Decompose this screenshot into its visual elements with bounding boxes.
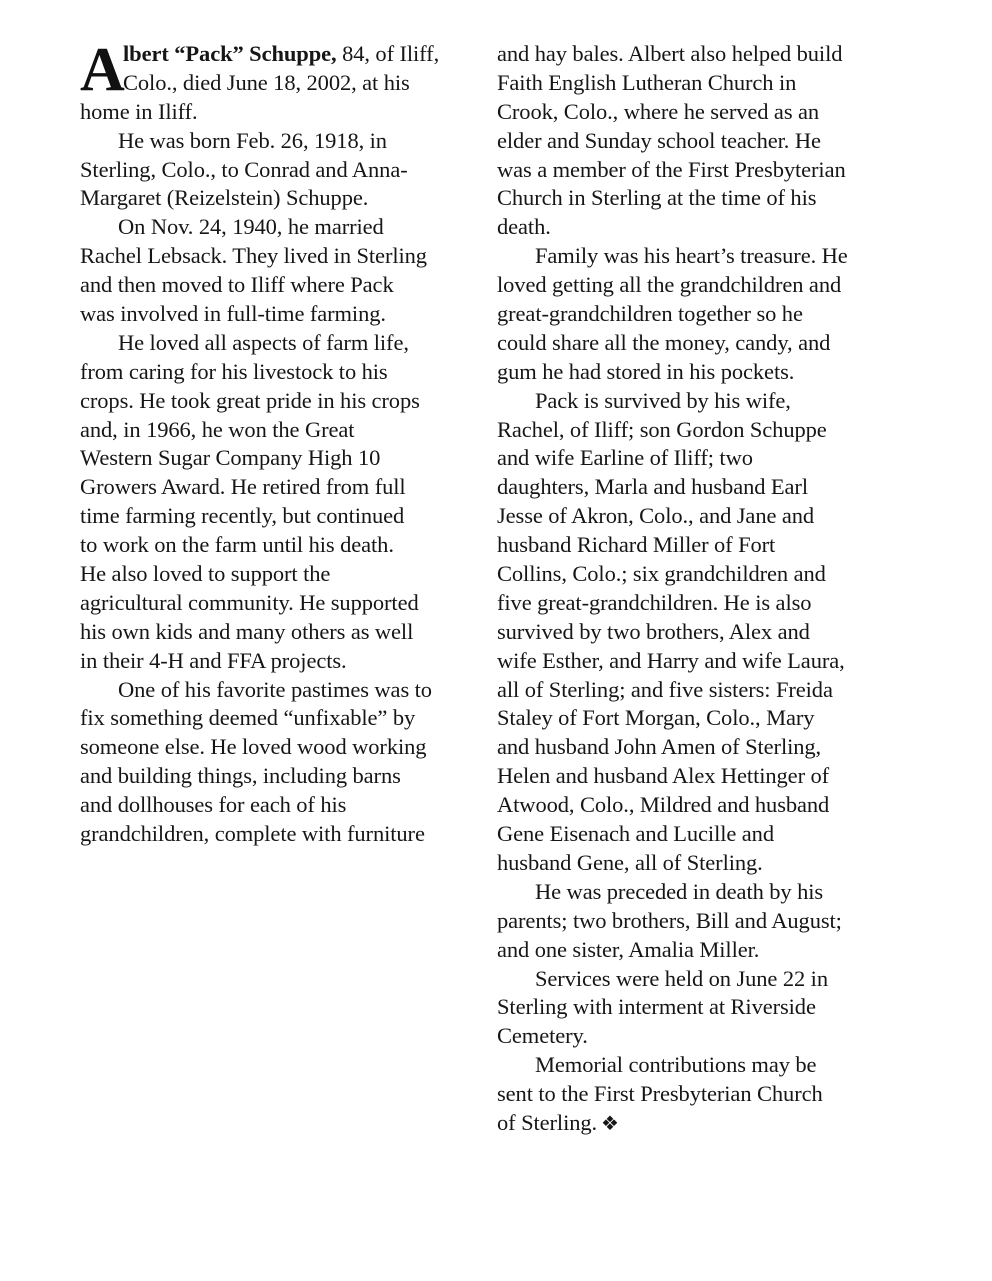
- line-text: grandchildren, complete with furniture: [80, 821, 425, 847]
- line-text: Services were held on June 22 in: [535, 965, 828, 991]
- text-line: [80, 502, 480, 531]
- line-text: Jesse of Akron, Colo., and Jane and: [497, 503, 815, 529]
- line-text: home in Iliff.: [80, 98, 198, 124]
- text-line: [497, 473, 897, 502]
- line-text: He loved all aspects of farm life,: [118, 329, 409, 355]
- text-line: [497, 300, 897, 329]
- lead-line: [80, 40, 480, 69]
- text-line: [497, 704, 897, 733]
- text-line: [497, 416, 897, 445]
- text-line: [80, 358, 480, 387]
- line-text: was a member of the First Presbyterian: [497, 156, 846, 182]
- line-text: On Nov. 24, 1940, he married: [118, 214, 384, 240]
- line-text: Colo., died June 18, 2002, at his: [123, 69, 410, 95]
- text-line: [497, 618, 897, 647]
- line-text: Pack is survived by his wife,: [535, 387, 791, 413]
- right-column-lines: [497, 40, 897, 1138]
- line-text: and one sister, Amalia Miller.: [497, 936, 760, 962]
- text-line: [497, 733, 897, 762]
- lead-line-rest: 84, of Iliff,: [336, 41, 440, 66]
- text-line: [497, 820, 897, 849]
- text-line: [497, 676, 897, 705]
- text-line: [497, 762, 897, 791]
- text-line: [497, 849, 897, 878]
- text-line: [497, 502, 897, 531]
- text-line: [497, 358, 897, 387]
- text-line: [497, 531, 897, 560]
- text-line: [80, 300, 480, 329]
- line-text: Growers Award. He retired from full: [80, 474, 406, 500]
- line-text: and dollhouses for each of his: [80, 792, 347, 818]
- line-text: survived by two brothers, Alex and: [497, 618, 810, 644]
- text-line: [497, 1022, 897, 1051]
- text-line: [80, 676, 480, 705]
- line-text: from caring for his livestock to his: [80, 358, 388, 384]
- text-line: [497, 213, 897, 242]
- line-text: Atwood, Colo., Mildred and husband: [497, 792, 830, 818]
- line-text: and, in 1966, he won the Great: [80, 416, 355, 442]
- line-text: his own kids and many others as well: [80, 618, 414, 644]
- line-text: One of his favorite pastimes was to: [118, 676, 432, 702]
- line-text: and hay bales. Albert also helped build: [497, 41, 843, 66]
- text-line: [80, 473, 480, 502]
- text-line: [80, 762, 480, 791]
- text-line: [497, 965, 897, 994]
- line-text: elder and Sunday school teacher. He: [497, 127, 821, 153]
- line-text: Church in Sterling at the time of his: [497, 185, 817, 211]
- line-text: Memorial contributions may be: [535, 1052, 817, 1078]
- line-text: gum he had stored in his pockets.: [497, 358, 795, 384]
- text-line: [80, 387, 480, 416]
- text-line: [497, 329, 897, 358]
- text-line: [497, 993, 897, 1022]
- line-text: He was born Feb. 26, 1918, in: [118, 127, 387, 153]
- text-line: [497, 1080, 897, 1109]
- line-text: five great-grandchildren. He is also: [497, 589, 812, 615]
- line-text: Staley of Fort Morgan, Colo., Mary: [497, 705, 815, 731]
- drop-cap: A: [80, 36, 125, 104]
- left-column-lines: [80, 69, 480, 849]
- line-text: crops. He took great pride in his crops: [80, 387, 420, 413]
- line-text: to work on the farm until his death.: [80, 532, 394, 558]
- text-line: [80, 329, 480, 358]
- line-text: was involved in full-time farming.: [80, 301, 386, 327]
- line-text: Family was his heart’s treasure. He: [535, 243, 848, 269]
- line-text: and husband John Amen of Sterling,: [497, 734, 822, 760]
- four-diamond-ornament-icon: ❖: [601, 1112, 619, 1135]
- line-text: fix something deemed “unfixable” by: [80, 705, 416, 731]
- line-text: He also loved to support the: [80, 561, 331, 587]
- text-line: [80, 531, 480, 560]
- text-line: [497, 560, 897, 589]
- line-text: husband Gene, all of Sterling.: [497, 849, 763, 875]
- text-line: [80, 156, 480, 185]
- line-text: He was preceded in death by his: [535, 878, 824, 904]
- text-line: [497, 127, 897, 156]
- line-text: time farming recently, but continued: [80, 503, 405, 529]
- line-text: and wife Earline of Iliff; two: [497, 445, 753, 471]
- line-text: great-grandchildren together so he: [497, 301, 803, 327]
- text-line: [497, 69, 897, 98]
- text-line: [497, 791, 897, 820]
- text-line: [497, 40, 897, 69]
- text-line: [80, 242, 480, 271]
- text-line: [80, 271, 480, 300]
- line-text: could share all the money, candy, and: [497, 329, 831, 355]
- line-text: death.: [497, 214, 551, 240]
- right-column: [497, 40, 897, 1138]
- left-column: [80, 36, 480, 849]
- text-line: [80, 820, 480, 849]
- line-text: someone else. He loved wood working: [80, 734, 427, 760]
- text-line: [497, 444, 897, 473]
- line-text: Crook, Colo., where he served as an: [497, 98, 820, 124]
- text-line: [80, 98, 480, 127]
- line-text: Sterling, Colo., to Conrad and Anna-: [80, 156, 408, 182]
- deceased-name: lbert “Pack” Schuppe,: [123, 41, 337, 66]
- text-line: [80, 127, 480, 156]
- text-line: [497, 184, 897, 213]
- line-text: Collins, Colo.; six grandchildren and: [497, 561, 826, 587]
- line-text: Margaret (Reizelstein) Schuppe.: [80, 185, 369, 211]
- line-text: Rachel Lebsack. They lived in Sterling: [80, 243, 427, 269]
- text-line: [80, 213, 480, 242]
- line-text: Sterling with interment at Riverside: [497, 994, 816, 1020]
- line-text: Helen and husband Alex Hettinger of: [497, 763, 830, 789]
- text-line: [497, 936, 897, 965]
- line-text: all of Sterling; and five sisters: Freida: [497, 676, 833, 702]
- text-line: [80, 560, 480, 589]
- line-text: parents; two brothers, Bill and August;: [497, 907, 842, 933]
- text-line: [497, 271, 897, 300]
- line-text: loved getting all the grandchildren and: [497, 272, 842, 298]
- line-text: of Sterling.: [497, 1109, 598, 1135]
- line-text: and building things, including barns: [80, 763, 401, 789]
- line-text: wife Esther, and Harry and wife Laura,: [497, 647, 845, 673]
- text-line: [80, 618, 480, 647]
- text-line: [497, 387, 897, 416]
- line-text: Gene Eisenach and Lucille and: [497, 821, 774, 847]
- line-text: and then moved to Iliff where Pack: [80, 272, 394, 298]
- text-line: [497, 242, 897, 271]
- text-line: [497, 1109, 897, 1138]
- text-line: [497, 878, 897, 907]
- text-line: [497, 1051, 897, 1080]
- text-line: [497, 907, 897, 936]
- text-line: [497, 589, 897, 618]
- line-text: sent to the First Presbyterian Church: [497, 1081, 823, 1107]
- text-line: [80, 647, 480, 676]
- text-line: [80, 791, 480, 820]
- line-text: Western Sugar Company High 10: [80, 445, 381, 471]
- line-text: agricultural community. He supported: [80, 589, 419, 615]
- text-line: [80, 704, 480, 733]
- text-line: [497, 156, 897, 185]
- line-text: husband Richard Miller of Fort: [497, 532, 776, 558]
- text-line: [497, 98, 897, 127]
- text-line: [80, 69, 480, 98]
- line-text: Faith English Lutheran Church in: [497, 69, 797, 95]
- line-text: Rachel, of Iliff; son Gordon Schuppe: [497, 416, 827, 442]
- line-text: in their 4-H and FFA projects.: [80, 647, 347, 673]
- text-line: [80, 733, 480, 762]
- line-text: Cemetery.: [497, 1023, 588, 1049]
- text-line: [80, 416, 480, 445]
- text-line: [80, 184, 480, 213]
- line-text: daughters, Marla and husband Earl: [497, 474, 808, 500]
- text-line: [497, 647, 897, 676]
- text-line: [80, 444, 480, 473]
- text-line: [80, 589, 480, 618]
